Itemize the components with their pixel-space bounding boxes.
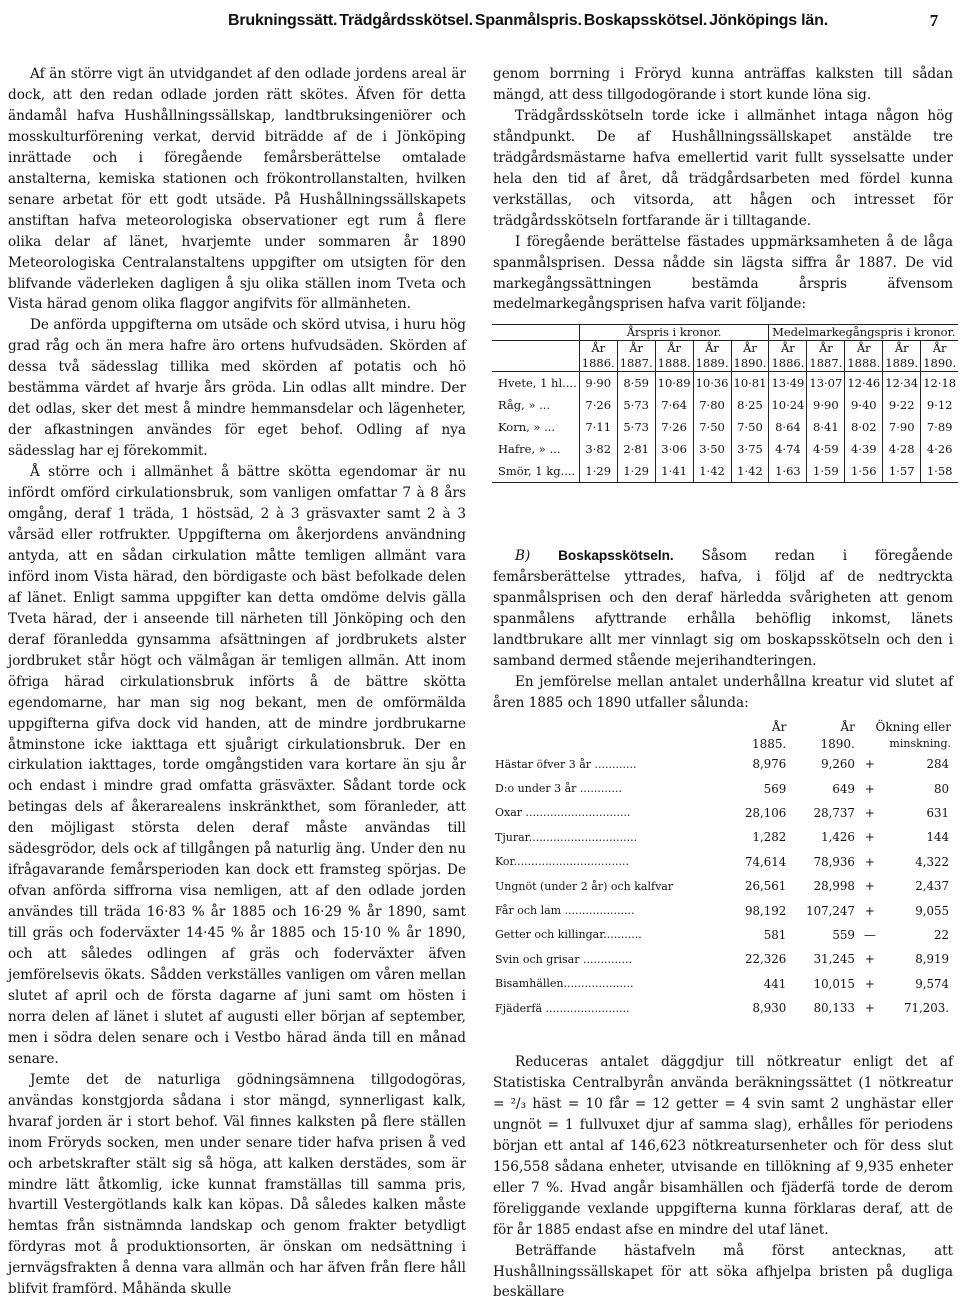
price-cell: 3·06 bbox=[655, 438, 693, 460]
paragraph: Å större och i allmänhet å bättre skötta egendomar är nu infördt omförd cirkulationsbruk, som vanligen omfattar 7 à 8 års omgång, deraf 1 träda, 1 höstsäd, 2 à 3 gräsvaxter samt 2 à 3 vårsäd eller rotfrukter. Uppgifterna om åkerjordens användning antyda, att en sådan cirkulation måtte temligen allmänt vara införd inom Vista härad, den bördigaste och bäst befolkade delen af länet. Enligt samma uppgifter kan detta omdöme delvis gälla Tveta härad, der i anseende till närheten till Jönköping och den deraf föranledda gynsamma afsättningen af jordbrukets alster jordbruket står högt och välmågan är temligen allmän. Att inom öfriga härad cirkulationsbruk införts å de bättre skötta egendomarne, har man sig nog bekant, men de omförmälda uppgifterna gifva dock vid handen, att de mindre jordbrukarne åtminstone icke iakttaga ett sjuårigt cirkulationsbruk. Der en cirkulation iakttages, torde omgångstiden vara kortare än sju år och endast i mindre grad omfatta gräsväxter. Sådant torde ock betingas dels af åkerarealens inskränkthet, som föranleder, att den möjligast största delen deraf måste användas till sädesgrödor, dels ock af tillgången på naturlig äng. Under den nu ifrågavarande femårsperioden kan dock ett framsteg spörjas. De ofvan anförda siffrorna visa nemligen, att af den odlade jorden användes till träda 16·83 % år 1885 och 16·29 % år 1890, samt till gräs och foderväxter 14·45 % år 1885 och 15·10 % år 1890, och att således odlingen af gräs och foderväxter äfven jemförelsevis ökats. Sådden verkställes vanligen om våren mellan slutet af april och de första dagarne af juni samt om hösten i norra delen af länet i slutet af augusti eller början af september, men i södra delen senare och i Vestbo härad ända till en månad senare. bbox=[8, 464, 466, 1067]
change-value: 631 bbox=[926, 805, 949, 820]
year-word-cell: År bbox=[769, 341, 807, 357]
grain-price-table bbox=[492, 324, 958, 483]
price-cell: 1·56 bbox=[845, 460, 883, 483]
price-cell: 1·58 bbox=[921, 460, 958, 483]
price-cell: 1·29 bbox=[579, 460, 617, 483]
value-1885: 22,326 bbox=[745, 952, 787, 967]
row-label: Getter och killingar........... bbox=[495, 928, 642, 942]
price-cell: 1·41 bbox=[655, 460, 693, 483]
row-label: D:o under 3 år ............ bbox=[495, 782, 622, 796]
right-column-top bbox=[493, 64, 953, 315]
running-title: Boskapsskötsel. bbox=[583, 12, 708, 29]
value-1885: 26,561 bbox=[745, 879, 787, 894]
year-cell: 1890. bbox=[731, 356, 769, 372]
row-label: Får och lam .................... bbox=[495, 904, 635, 918]
price-cell: 4·28 bbox=[883, 438, 921, 460]
table-year-word-row bbox=[492, 341, 958, 357]
change-value: 80 bbox=[933, 781, 949, 796]
price-cell: 4·74 bbox=[769, 438, 807, 460]
change-sign: + bbox=[864, 952, 875, 967]
year-word-cell: År bbox=[731, 341, 769, 357]
table-row bbox=[493, 898, 955, 922]
row-label: Fjäderfä ........................ bbox=[495, 1001, 630, 1015]
running-title: Spanmålspris. bbox=[474, 12, 582, 29]
paragraph bbox=[493, 546, 953, 672]
price-cell: 7·50 bbox=[693, 416, 731, 438]
price-cell: 9·40 bbox=[845, 394, 883, 416]
change-sign: + bbox=[864, 781, 875, 796]
change-sign: — bbox=[863, 927, 876, 942]
group-header-annual: Årspris i kronor. bbox=[579, 325, 769, 341]
table-group-header bbox=[492, 325, 958, 341]
right-column-mid bbox=[493, 546, 953, 714]
change-value: 144 bbox=[926, 830, 949, 845]
livestock-table bbox=[493, 718, 955, 1020]
price-cell: 9·12 bbox=[921, 394, 958, 416]
price-cell: 1·63 bbox=[769, 460, 807, 483]
section-title: Boskapsskötseln. bbox=[558, 548, 674, 563]
year-cell: 1886. bbox=[579, 356, 617, 372]
running-titles bbox=[228, 12, 828, 30]
value-1885: 8,976 bbox=[752, 757, 787, 772]
price-cell: 9·90 bbox=[579, 372, 617, 395]
running-title: Brukningssätt. bbox=[228, 12, 338, 29]
right-column-bottom bbox=[493, 1052, 953, 1303]
table-row bbox=[493, 874, 955, 898]
change-sign: + bbox=[864, 879, 875, 894]
year-word-cell: År bbox=[693, 341, 731, 357]
paragraph: Af än större vigt än utvidgandet af den odlade jordens areal är dock, att den redan odlade jorden rätt skötes. Äfven för detta ändamål hafva Hushållningssällskap, landtbruksingeniörer och mosskulturförening verkat, dervid biträdde af de i Jönköping inrättade och i föregående femårsberättelse omtalade anstalterna, kemiska stationen och frökontrollanstalten, hvilken senare arbetat för ett godt utsäde. På Hushållningssällskapets anstiftan hafva meteorologiska observationer egt rum å flere olika delar af länet, hvarjemte under sommaren år 1890 Meteorologiska Centralanstaltens uppgifter om utsigten för den blifvande väderleken dagligen å sju olika ställen inom Tveta och Vista härad genom olika flaggor angifvits för allmänheten. bbox=[8, 66, 466, 313]
price-cell: 7·64 bbox=[655, 394, 693, 416]
row-label: Hafre, » ... bbox=[498, 441, 561, 456]
value-1890: 31,245 bbox=[813, 952, 855, 967]
price-cell: 3·75 bbox=[731, 438, 769, 460]
year-word-cell: År bbox=[807, 341, 845, 357]
row-label: Smör, 1 kg.... bbox=[492, 460, 579, 483]
year-cell: 1886. bbox=[769, 356, 807, 372]
price-cell: 7·26 bbox=[579, 394, 617, 416]
year-word-cell: År bbox=[579, 341, 617, 357]
value-1885: 74,614 bbox=[745, 854, 787, 869]
value-1885: 581 bbox=[763, 927, 787, 942]
value-1890: 1,426 bbox=[821, 830, 855, 845]
row-label: Ungnöt (under 2 år) och kalfvar bbox=[495, 879, 674, 893]
table-row bbox=[493, 776, 955, 800]
value-1885: 28,106 bbox=[745, 805, 787, 820]
price-cell: 3·50 bbox=[693, 438, 731, 460]
change-sign: + bbox=[864, 1001, 875, 1016]
left-column bbox=[8, 64, 466, 1300]
price-cell: 9·90 bbox=[807, 394, 845, 416]
header-year-1885: 1885. bbox=[751, 736, 787, 751]
change-value: 284 bbox=[926, 757, 949, 772]
price-cell: 8·59 bbox=[617, 372, 655, 395]
price-cell: 8·64 bbox=[769, 416, 807, 438]
table-row bbox=[493, 850, 955, 874]
year-word-cell: År bbox=[921, 341, 958, 357]
table-row bbox=[492, 416, 958, 438]
price-cell: 10·24 bbox=[769, 394, 807, 416]
table-row bbox=[493, 923, 955, 947]
value-1890: 78,936 bbox=[813, 854, 855, 869]
change-value: 4,322 bbox=[915, 854, 949, 869]
year-cell: 1889. bbox=[883, 356, 921, 372]
price-cell: 8·25 bbox=[731, 394, 769, 416]
value-1890: 28,998 bbox=[813, 879, 855, 894]
row-label: Kor................................. bbox=[495, 855, 629, 869]
paragraph: De anförda uppgifterna om utsäde och skörd utvisa, i huru hög grad råg och än mera hafre äro ortens hufvudsäden. Skörden af dessa två sädesslag tillika med skörden af potatis och hö bestämma värdet af hvarje års gröda. Lin odlas allt mindre. Der det odlas, sker det mest å mindre hemmansdelar och lägenheter, der afkastningen användes för eget behof. Odling af nya sädesslag har ej förekommit. bbox=[8, 317, 466, 460]
header-year-1890: 1890. bbox=[820, 736, 855, 751]
change-value: 8,919 bbox=[915, 952, 949, 967]
year-cell: 1888. bbox=[655, 356, 693, 372]
price-cell: 2·81 bbox=[617, 438, 655, 460]
section-letter: B) bbox=[515, 548, 531, 564]
paragraph: Jemte det de naturliga gödningsämnena tillgodogöras, användas konstgjorda sådana i stor mängd, synnerligast kalk, hvaraf jorden är i stort behof. Väl finnes kalksten på flere ställen inom Fröryds socken, men under senare tider hafva prisen å ved och arbetskrafter stält sig så höga, att kalken derstädes, som är mindre lätt åtkomlig, icke kunnat framställas till samma pris, hvartill Vestergötlands kalk kan köpas. Då således kalken måste hemtas från sistnämnda landskap och genom frakter betydligt fördyras mot å produktionsorten, är önskan om nedsättning i jernvägsfrakten å denna vara allmän och har äfven från flere håll blifvit framförd. Måhända skulle bbox=[8, 1071, 466, 1298]
row-label: Hästar öfver 3 år ............ bbox=[495, 757, 637, 771]
table-row bbox=[493, 947, 955, 971]
table-row bbox=[492, 372, 958, 395]
paragraph: Reduceras antalet däggdjur till nötkreatur enligt det af Statistiska Centralbyrån använda beräkningssättet (1 nötkreatur = ²/₃ häst = 10 får = 12 getter = 4 svin samt 2 unghästar eller ungnöt = 1 fullvuxet djur af samma slag), erhålles för periodens början ett antal af 146,623 nötkreatursenheter och för dess slut 156,558 sådana enheter, utvisande en tillökning af 9,935 enheter eller 7 %. Hvad angår bisamhällen och fjäderfä torde de derom föreliggande vexlande uppgifterna kunna förklaras deraf, att de för år 1885 endast afse en mindre del utaf länet. bbox=[493, 1054, 953, 1238]
price-cell: 5·73 bbox=[617, 394, 655, 416]
table-header-row bbox=[493, 735, 955, 752]
row-label: Svin och grisar .............. bbox=[495, 952, 632, 966]
change-sign: + bbox=[864, 903, 875, 918]
price-cell: 13·07 bbox=[807, 372, 845, 395]
header-year-word: År bbox=[840, 719, 855, 734]
paragraph: I föregående berättelse fästades uppmärksamheten å de låga spanmålsprisen. Dessa nådde sin lägsta siffra år 1887. De vid markegångssättningen bestämda årspris äfvensom medelmarkegångsprisen hafva varit följande: bbox=[493, 233, 953, 313]
running-title: Trädgårdsskötsel. bbox=[339, 12, 473, 29]
change-sign: + bbox=[864, 805, 875, 820]
price-cell: 4·59 bbox=[807, 438, 845, 460]
value-1890: 649 bbox=[832, 781, 855, 796]
group-header-average: Medelmarkegångspris i kronor. bbox=[769, 325, 958, 341]
price-cell: 7·89 bbox=[921, 416, 958, 438]
price-cell: 7·80 bbox=[693, 394, 731, 416]
table-row bbox=[492, 394, 958, 416]
change-value: 2,437 bbox=[915, 879, 949, 894]
price-cell: 7·26 bbox=[655, 416, 693, 438]
price-cell: 7·90 bbox=[883, 416, 921, 438]
table-row bbox=[493, 752, 955, 776]
table-row bbox=[493, 972, 955, 996]
price-cell: 8·41 bbox=[807, 416, 845, 438]
price-cell: 9·22 bbox=[883, 394, 921, 416]
table-row bbox=[492, 438, 958, 460]
price-cell: 1·57 bbox=[883, 460, 921, 483]
change-value: 9,574 bbox=[915, 976, 949, 991]
price-cell: 5·73 bbox=[617, 416, 655, 438]
value-1885: 8,930 bbox=[752, 1001, 787, 1016]
section-text: Såsom redan i föregående femårsberättelse yttrades, hafva, i följd af de nedtryckta spanmålsprisen och den deraf härledda svårigheten att genom spanmålens afyttrande erhålla behöflig inkomst, länets landtbrukare allt mer vinnlagt sig om boskapsskötseln och den i samband dermed stående mejerihandteringen. bbox=[493, 548, 953, 669]
price-cell: 12·18 bbox=[921, 372, 958, 395]
row-label: Korn, » ... bbox=[498, 419, 556, 434]
paragraph: En jemförelse mellan antalet underhållna kreatur vid slutet af åren 1885 och 1890 utfaller sålunda: bbox=[493, 673, 953, 711]
value-1885: 441 bbox=[763, 976, 787, 991]
table-row bbox=[492, 460, 958, 483]
row-label: Bisamhällen.................... bbox=[495, 977, 634, 991]
value-1890: 9,260 bbox=[821, 757, 855, 772]
change-value: 9,055 bbox=[915, 903, 949, 918]
price-cell: 7·11 bbox=[579, 416, 617, 438]
price-cell: 10·89 bbox=[655, 372, 693, 395]
change-sign: + bbox=[864, 830, 875, 845]
row-label: Tjurar............................... bbox=[495, 830, 638, 844]
value-1885: 98,192 bbox=[745, 903, 787, 918]
year-cell: 1890. bbox=[921, 356, 958, 372]
change-value: 22 bbox=[933, 927, 949, 942]
table-row bbox=[493, 801, 955, 825]
change-sign: + bbox=[864, 976, 875, 991]
table-header-row bbox=[493, 718, 955, 735]
table-row bbox=[493, 996, 955, 1020]
table-year-row bbox=[492, 356, 958, 372]
year-cell: 1887. bbox=[617, 356, 655, 372]
row-label: Råg, » ... bbox=[498, 397, 551, 412]
year-word-cell: År bbox=[617, 341, 655, 357]
paragraph: Beträffande hästafveln må först antecknas, att Hushållningssällskapet för att söka afhjelpa bristen på dugliga beskällare bbox=[493, 1242, 953, 1301]
year-cell: 1889. bbox=[693, 356, 731, 372]
year-word-cell: År bbox=[655, 341, 693, 357]
row-label: Hvete, 1 hl.... bbox=[498, 375, 577, 390]
price-cell: 1·59 bbox=[807, 460, 845, 483]
price-cell: 4·39 bbox=[845, 438, 883, 460]
price-cell: 1·29 bbox=[617, 460, 655, 483]
header-year-word: År bbox=[771, 719, 787, 734]
value-1885: 1,282 bbox=[752, 830, 787, 845]
table-row bbox=[493, 825, 955, 849]
price-cell: 10·36 bbox=[693, 372, 731, 395]
change-sign: + bbox=[864, 757, 875, 772]
page-header bbox=[0, 0, 960, 40]
price-cell: 3·82 bbox=[579, 438, 617, 460]
value-1890: 80,133 bbox=[813, 1001, 855, 1016]
change-value: 71,203. bbox=[903, 1001, 949, 1016]
value-1890: 107,247 bbox=[806, 903, 855, 918]
year-cell: 1887. bbox=[807, 356, 845, 372]
price-cell: 12·34 bbox=[883, 372, 921, 395]
year-word-cell: År bbox=[883, 341, 921, 357]
price-cell: 4·26 bbox=[921, 438, 958, 460]
row-label: Oxar .............................. bbox=[495, 806, 631, 820]
year-cell: 1888. bbox=[845, 356, 883, 372]
price-cell: 10·81 bbox=[731, 372, 769, 395]
header-change-sub: minskning. bbox=[889, 737, 951, 750]
price-cell: 8·02 bbox=[845, 416, 883, 438]
value-1890: 10,015 bbox=[813, 976, 855, 991]
change-sign: + bbox=[864, 854, 875, 869]
year-word-cell: År bbox=[845, 341, 883, 357]
value-1885: 569 bbox=[763, 781, 787, 796]
price-cell: 1·42 bbox=[731, 460, 769, 483]
value-1890: 28,737 bbox=[813, 805, 855, 820]
price-cell: 7·50 bbox=[731, 416, 769, 438]
paragraph: Trädgårdsskötseln torde icke i allmänhet intaga någon hög ståndpunkt. De af Hushållningssällskapet anstälde tre trädgårdsmästarne hafva emellertid varit fullt sysselsatte under hela den tid af året, då trädgårdsarbeten med fördel kunna verkställas, och vitsorda, att hågen och intresset för trädgårdsskötseln fortfarande är i tilltagande. bbox=[493, 107, 953, 229]
running-title: Jönköpings län. bbox=[709, 12, 828, 29]
price-cell: 12·46 bbox=[845, 372, 883, 395]
price-cell: 13·49 bbox=[769, 372, 807, 395]
price-cell: 1·42 bbox=[693, 460, 731, 483]
header-change: Ökning eller bbox=[875, 719, 951, 734]
paragraph: genom borrning i Fröryd kunna anträffas kalksten till sådan mängd, att dess tillgodogörande i stort kunde löna sig. bbox=[493, 66, 953, 103]
value-1890: 559 bbox=[832, 927, 855, 942]
page-number: 7 bbox=[929, 11, 938, 30]
